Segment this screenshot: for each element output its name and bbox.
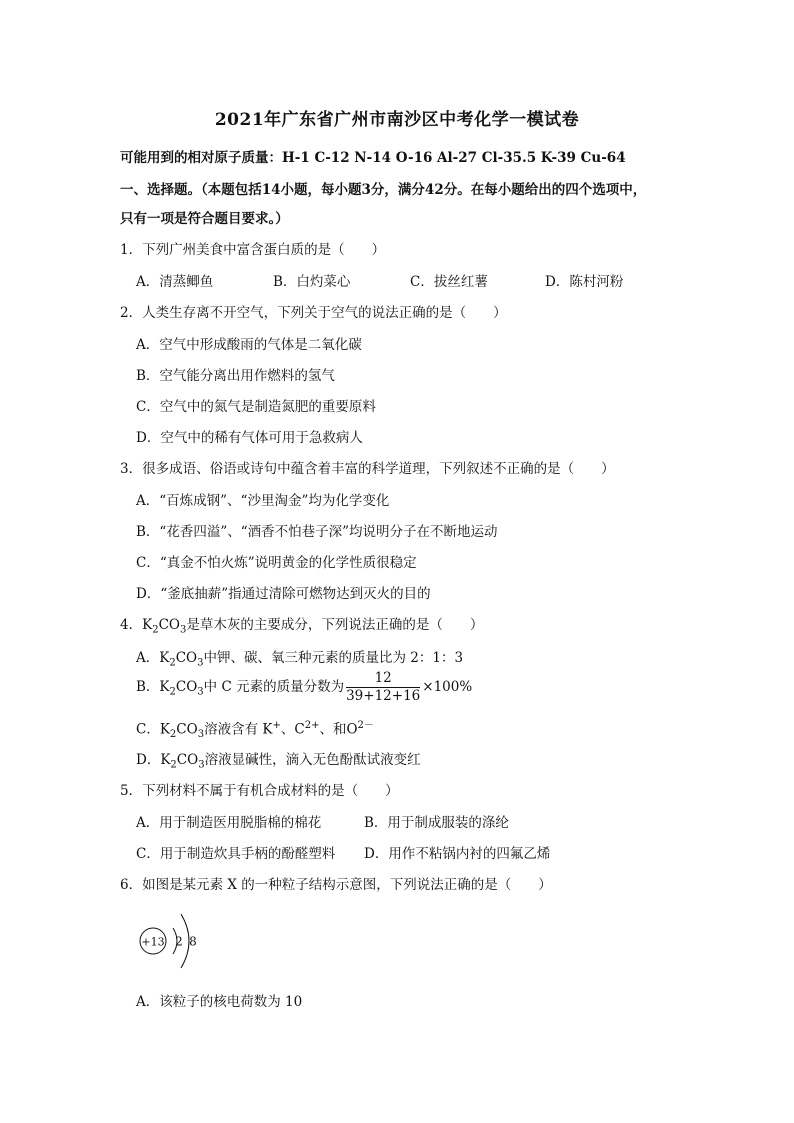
q4a-k: A．K bbox=[136, 650, 170, 666]
q4d-sub2: 2 bbox=[170, 759, 177, 771]
q4c-co: CO bbox=[176, 721, 198, 738]
atomic-masses: 可能用到的相对原子质量：H-1 C-12 N-14 O-16 Al-27 Cl-35.5 K-39 Cu-64 bbox=[120, 150, 626, 166]
q4c-k-charge: + bbox=[272, 720, 281, 731]
q4-stem-prefix: 4．K bbox=[120, 617, 153, 633]
q4b-tail: ×100% bbox=[422, 679, 473, 695]
q4c-mid: 、C bbox=[280, 721, 305, 738]
q4b-text: 中 C 元素的质量分数为 bbox=[203, 679, 345, 695]
q4-stem-suffix: 是草木灰的主要成分，下列说法正确的是（ ） bbox=[186, 617, 484, 633]
q4b-k: B．K bbox=[136, 679, 170, 695]
question-2-option-b: B．空气能分离出用作燃料的氢气 bbox=[136, 368, 335, 384]
question-2-option-a: A．空气中形成酸雨的气体是二氧化碳 bbox=[136, 337, 362, 353]
question-3-option-d: D．“釜底抽薪”指通过清除可燃物达到灭火的目的 bbox=[136, 586, 431, 602]
mass-fraction bbox=[346, 670, 420, 705]
q4c-sub3: 3 bbox=[197, 729, 205, 741]
q4d-sub3: 3 bbox=[198, 759, 205, 771]
question-5-option-b: B．用于制成服装的涤纶 bbox=[364, 815, 509, 831]
question-4-option-c bbox=[136, 716, 374, 740]
question-5-option-c: C．用于制造炊具手柄的酚醛塑料 bbox=[136, 846, 336, 862]
q4b-sub2: 2 bbox=[169, 686, 176, 698]
q4-stem-sub2: 3 bbox=[179, 624, 187, 636]
question-1-option-b: B．白灼菜心 bbox=[273, 274, 351, 290]
question-1-option-c: C．拔丝红薯 bbox=[410, 274, 488, 290]
atom-structure-diagram bbox=[135, 903, 215, 983]
question-1-option-d: D．陈村河粉 bbox=[545, 274, 624, 290]
question-3-stem: 3．很多成语、俗语或诗句中蕴含着丰富的科学道理，下列叙述不正确的是（ ） bbox=[120, 461, 615, 477]
question-3-option-b: B．“花香四溢”、“酒香不怕巷子深”均说明分子在不断地运动 bbox=[136, 524, 498, 540]
question-3-option-c: C．“真金不怕火炼”说明黄金的化学性质很稳定 bbox=[136, 555, 417, 571]
q4c-and: 、和O bbox=[319, 721, 358, 738]
q4b-sub3: 3 bbox=[197, 686, 204, 698]
question-4-option-b bbox=[136, 670, 472, 705]
q4-stem-mid: CO bbox=[158, 617, 180, 633]
q4c-sub2: 2 bbox=[169, 729, 177, 741]
question-5-option-d: D．用作不粘锅内衬的四氟乙烯 bbox=[364, 846, 551, 862]
q4-stem-sub: 2 bbox=[152, 624, 159, 636]
q4d-text: 溶液显碱性，滴入无色酚酞试液变红 bbox=[204, 752, 421, 768]
q4a-text: 中钾、碳、氧三种元素的质量比为 2：1：3 bbox=[203, 650, 464, 666]
question-4-option-d bbox=[136, 748, 421, 771]
question-3-option-a: A．“百炼成钢”、“沙里淘金”均为化学变化 bbox=[136, 493, 390, 509]
question-1-option-a: A．清蒸鲫鱼 bbox=[136, 274, 214, 290]
shell-1-electrons: 2 bbox=[175, 934, 183, 949]
exam-title: 2021年广东省广州市南沙区中考化学一模试卷 bbox=[214, 110, 580, 130]
q4a-sub2: 2 bbox=[169, 657, 176, 669]
section-heading-line2: 只有一项是符合题目要求。） bbox=[120, 211, 289, 227]
question-2-stem: 2．人类生存离不开空气，下列关于空气的说法正确的是（ ） bbox=[120, 305, 507, 321]
q4d-co: CO bbox=[176, 752, 199, 768]
q4d-k: D．K bbox=[136, 752, 171, 768]
q4c-k: C．K bbox=[136, 721, 170, 738]
question-2-option-c: C．空气中的氮气是制造氮肥的重要原料 bbox=[136, 399, 376, 415]
question-1-stem: 1．下列广州美食中富含蛋白质的是（ ） bbox=[120, 242, 386, 258]
fraction-denominator: 39+12+16 bbox=[346, 688, 421, 704]
fraction-numerator: 12 bbox=[346, 670, 420, 688]
q4b-co: CO bbox=[175, 679, 198, 695]
q4c-c-charge: 2+ bbox=[304, 720, 320, 731]
question-2-option-d: D．空气中的稀有气体可用于急救病人 bbox=[136, 430, 363, 446]
nucleus-charge: +13 bbox=[141, 935, 165, 949]
shell-2-electrons: 8 bbox=[189, 934, 197, 949]
q4a-co: CO bbox=[175, 650, 198, 666]
section-heading-line1: 一、选择题。（本题包括14小题，每小题3分，满分42分。在每小题给出的四个选项中， bbox=[120, 182, 647, 198]
question-4-stem bbox=[120, 613, 483, 636]
question-6-option-a: A．该粒子的核电荷数为 10 bbox=[136, 994, 303, 1010]
question-5-option-a: A．用于制造医用脱脂棉的棉花 bbox=[136, 815, 322, 831]
question-5-stem: 5．下列材料不属于有机合成材料的是（ ） bbox=[120, 783, 399, 799]
question-6-stem: 6．如图是某元素 X 的一种粒子结构示意图，下列说法正确的是（ ） bbox=[120, 877, 552, 893]
q4a-sub3: 3 bbox=[197, 657, 204, 669]
question-4-option-a bbox=[136, 646, 463, 669]
q4c-o-charge: 2－ bbox=[357, 720, 374, 731]
q4c-text: 溶液含有 K bbox=[204, 721, 273, 738]
